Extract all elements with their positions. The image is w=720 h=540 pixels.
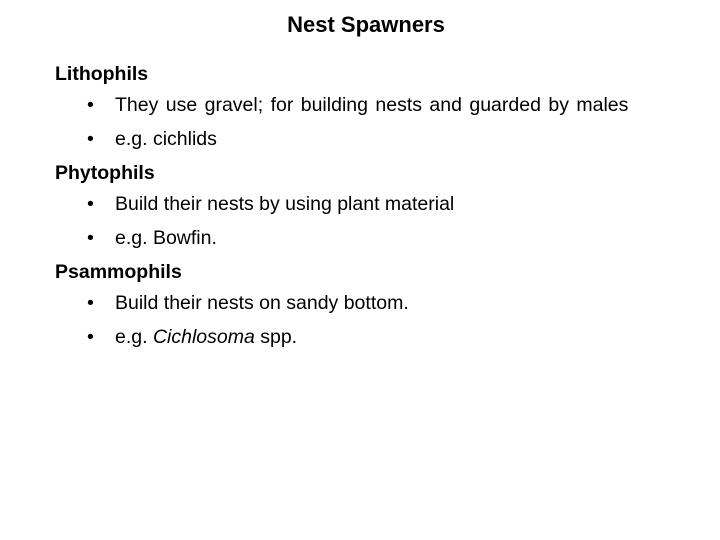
list-item	[55, 290, 687, 317]
bullet-text: e.g. Bowfin.	[115, 227, 217, 249]
bullet-icon: •	[87, 326, 94, 348]
bullet-text: Build their nests by using plant material	[115, 193, 455, 215]
section-phytophils	[55, 160, 687, 252]
section-psammophils	[55, 259, 687, 351]
genus-name: Cichlosoma	[152, 326, 255, 348]
section-heading: Psammophils	[55, 261, 182, 283]
bullet-icon: •	[87, 94, 94, 116]
bullet-list	[55, 290, 687, 351]
slide-title: Nest Spawners	[287, 12, 445, 37]
section-heading: Lithophils	[55, 63, 149, 85]
bullet-text: e.g. cichlids	[115, 128, 217, 150]
bullet-list	[55, 92, 687, 153]
list-item	[55, 191, 687, 218]
list-item	[55, 92, 687, 119]
bullet-text: They use gravel; for building nests and guarded by males	[115, 94, 629, 116]
bullet-icon: •	[87, 128, 94, 150]
bullet-list	[55, 191, 687, 252]
bullet-icon: •	[87, 227, 94, 249]
section-lithophils	[55, 61, 687, 153]
bullet-text: Build their nests on sandy bottom.	[115, 292, 409, 314]
list-item	[55, 225, 687, 252]
bullet-text-suffix: spp.	[254, 326, 298, 348]
bullet-icon: •	[87, 193, 94, 215]
slide-content	[55, 61, 687, 358]
bullet-icon: •	[87, 292, 94, 314]
section-heading: Phytophils	[55, 162, 155, 184]
bullet-text-prefix: e.g.	[115, 326, 153, 348]
list-item	[55, 126, 687, 153]
list-item	[55, 324, 687, 351]
